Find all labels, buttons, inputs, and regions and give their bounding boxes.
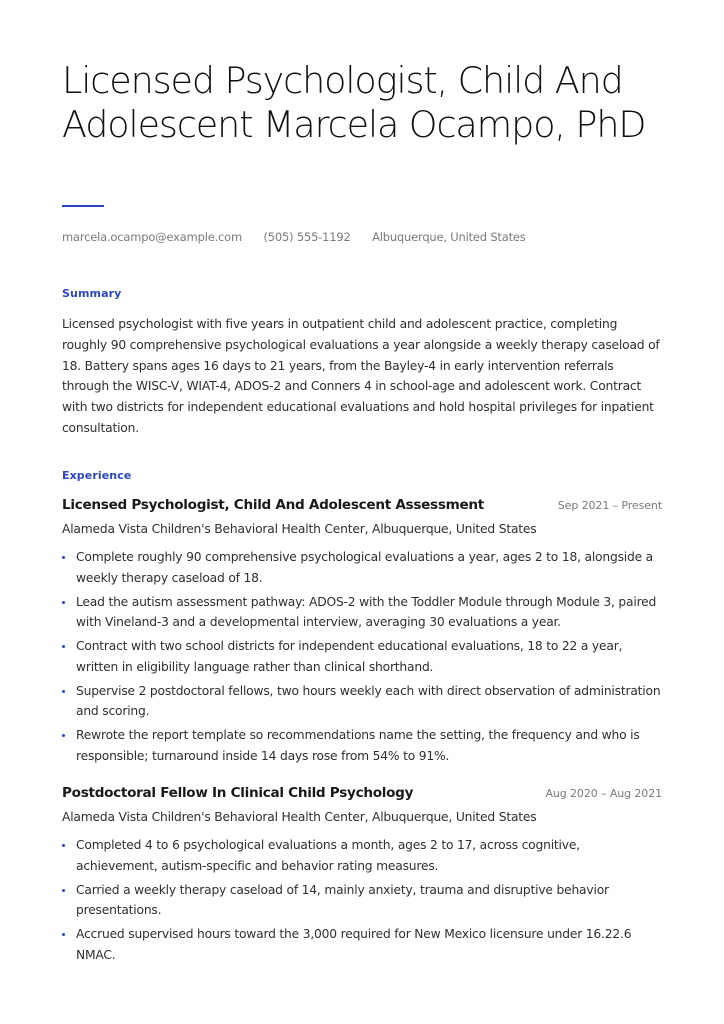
job-bullet — [62, 592, 662, 633]
job-bullet-text: Complete roughly 90 comprehensive psychological evaluations a year, ages 2 to 18, alongside a weekly therapy caseload of 18. — [76, 550, 654, 585]
page-title: Licensed Psychologist, Child And Adolescent Marcela Ocampo, PhD — [62, 59, 646, 146]
job-bullet — [62, 636, 662, 677]
job-dates: Sep 2021 – Present — [557, 499, 662, 512]
job-bullet-text: Supervise 2 postdoctoral fellows, two hours weekly each with direct observation of administration and scoring. — [76, 683, 661, 718]
bullet-icon — [62, 734, 65, 737]
experience-heading: Experience — [62, 469, 132, 482]
job-bullet — [62, 725, 662, 766]
job-bullet — [62, 835, 662, 876]
job-organization: Alameda Vista Children's Behavioral Health Center, Albuquerque, United States — [62, 810, 537, 824]
job-bullet — [62, 924, 662, 965]
bullet-icon — [62, 844, 65, 847]
contact-line — [62, 230, 544, 244]
job-bullet-text: Accrued supervised hours toward the 3,000 required for New Mexico licensure under 16.22.6 NMAC. — [76, 927, 632, 962]
job-bullet — [62, 681, 662, 722]
title-accent-divider — [62, 205, 104, 207]
bullet-icon — [62, 556, 65, 559]
job-bullet-list — [62, 835, 662, 965]
bullet-icon — [62, 933, 65, 936]
contact-phone[interactable]: (505) 555-1192 — [263, 230, 351, 244]
experience-entry — [62, 785, 662, 969]
experience-entry — [62, 497, 662, 770]
job-bullet-text: Carried a weekly therapy caseload of 14, mainly anxiety, trauma and disruptive behavior presentations. — [76, 882, 609, 917]
job-bullet — [62, 547, 662, 588]
bullet-icon — [62, 889, 65, 892]
job-bullet-text: Lead the autism assessment pathway: ADOS-2 with the Toddler Module through Module 3, paired with Vineland-3 and a developmental interview, averaging 30 evaluations a year. — [76, 594, 657, 629]
job-bullet-text: Contract with two school districts for independent educational evaluations, 18 to 22 a year, written in eligibility language rather than clinical shorthand. — [76, 639, 623, 674]
job-bullet-text: Completed 4 to 6 psychological evaluations a month, ages 2 to 17, across cognitive, achievement, autism-specific and behavior rating measures. — [76, 838, 580, 873]
job-bullet-text: Rewrote the report template so recommendations name the setting, the frequency and who is responsible; turnaround inside 14 days rose from 54% to 91%. — [76, 728, 640, 763]
job-bullet — [62, 880, 662, 921]
job-organization: Alameda Vista Children's Behavioral Health Center, Albuquerque, United States — [62, 522, 537, 536]
experience-entry-header — [62, 785, 662, 807]
summary-heading: Summary — [62, 287, 122, 300]
job-title: Postdoctoral Fellow In Clinical Child Psychology — [62, 785, 414, 801]
experience-entry-header — [62, 497, 662, 519]
job-bullet-list — [62, 547, 662, 766]
bullet-icon — [62, 645, 65, 648]
job-dates: Aug 2020 – Aug 2021 — [545, 787, 662, 800]
bullet-icon — [62, 690, 65, 693]
job-title: Licensed Psychologist, Child And Adolescent Assessment — [62, 497, 484, 513]
summary-text: Licensed psychologist with five years in outpatient child and adolescent practice, completing roughly 90 comprehensive psychological evaluations a year alongside a weekly therapy caseload of 18. Battery spans ages 16 days to 21 years, from the Bayley-4 in early intervention referrals through the WISC-V, WIAT-4, ADOS-2 and Conners 4 in school-age and adolescent work. Contract with two districts for independent educational evaluations and hold hospital privileges for inpatient consultation. — [62, 317, 660, 435]
bullet-icon — [62, 601, 65, 604]
contact-location: Albuquerque, United States — [372, 230, 526, 244]
contact-email[interactable]: marcela.ocampo@example.com — [62, 230, 242, 244]
